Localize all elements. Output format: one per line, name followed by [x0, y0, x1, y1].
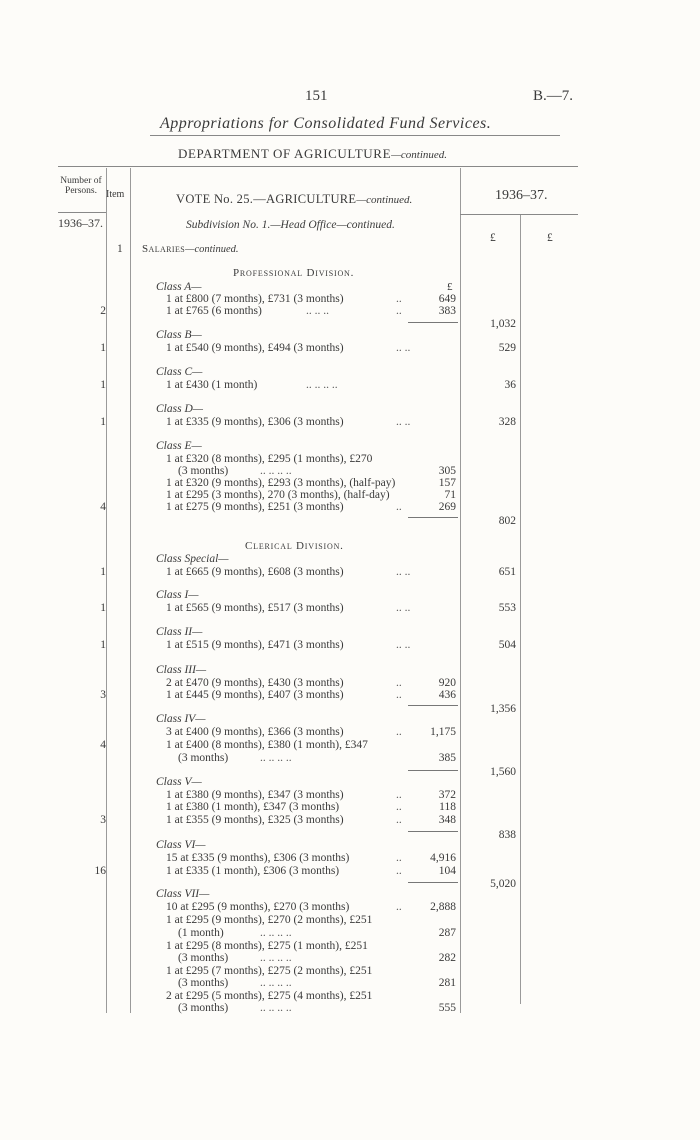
salary-line: 1 at £335 (9 months), £306 (3 months) [166, 416, 344, 428]
amount: 372 [438, 789, 456, 801]
vote-suffix: —continued. [356, 194, 413, 206]
title-rule [150, 135, 560, 136]
class-heading: Class II— [156, 626, 203, 638]
salaries-label: Salaries [142, 243, 186, 255]
persons-count: 1 [100, 416, 106, 428]
dot-leader: .. [396, 852, 402, 864]
document-reference: B.—7. [533, 88, 574, 104]
salaries-heading [142, 243, 238, 255]
class-total: 504 [498, 639, 516, 651]
amount: 348 [438, 814, 456, 826]
class-total: 36 [504, 379, 516, 391]
salary-line: 2 at £470 (9 months), £430 (3 months) [166, 677, 344, 689]
salary-line: 1 at £380 (9 months), £347 (3 months) [166, 789, 344, 801]
number-of-persons-heading: Number of Persons. [60, 176, 102, 196]
amount: 1,175 [430, 726, 456, 738]
class-heading: Class B— [156, 329, 202, 341]
dot-leader: .. .. [396, 416, 411, 428]
salary-line: 1 at £320 (8 months), £295 (1 months), £270 [166, 453, 373, 465]
class-total: 802 [498, 515, 516, 527]
item-heading: Item [106, 189, 125, 200]
salary-line: 10 at £295 (9 months), £270 (3 months) [166, 901, 350, 913]
dot-leader: .. .. .. .. [260, 952, 292, 964]
sum-rule [408, 831, 458, 832]
persons-count: 1 [100, 602, 106, 614]
sum-rule [408, 770, 458, 771]
dot-leader: .. [396, 689, 402, 701]
salary-line: 1 at £565 (9 months), £517 (3 months) [166, 602, 344, 614]
salary-line: 1 at £355 (9 months), £325 (3 months) [166, 814, 344, 826]
year-label: 1936–37. [58, 216, 103, 230]
dot-leader: .. .. .. .. [260, 1002, 292, 1014]
class-heading: Class IV— [156, 713, 206, 725]
sum-rule [408, 322, 458, 323]
salary-line: 1 at £765 (6 months) [166, 305, 262, 317]
dot-leader: .. .. [396, 602, 411, 614]
class-total: 1,356 [490, 703, 516, 715]
amount: 104 [438, 865, 456, 877]
persons-count: 16 [94, 865, 106, 877]
class-total: 553 [498, 602, 516, 614]
salaries-suffix: —continued. [185, 244, 239, 255]
dot-leader: .. [396, 865, 402, 877]
dot-leader: .. .. [396, 639, 411, 651]
amount: 436 [438, 689, 456, 701]
salary-line-continued: (3 months) [178, 1002, 229, 1014]
persons-count: 3 [100, 689, 106, 701]
page-title: Appropriations for Consolidated Fund Services. [160, 115, 492, 132]
sum-rule [408, 882, 458, 883]
class-total: 651 [498, 566, 516, 578]
pound-sign: £ [447, 281, 453, 293]
dot-leader: .. [396, 293, 402, 305]
persons-count: 1 [100, 639, 106, 651]
amount: 281 [438, 977, 456, 989]
item-number: 1 [117, 243, 123, 255]
persons-count: 2 [100, 305, 106, 317]
salary-line: 1 at £295 (3 months), 270 (3 months), (half-day) [166, 489, 390, 501]
salary-line: 1 at £295 (7 months), £275 (2 months), £251 [166, 965, 373, 977]
class-heading: Class VII— [156, 888, 210, 900]
salary-line: 2 at £295 (5 months), £275 (4 months), £251 [166, 990, 373, 1002]
dot-leader: .. [396, 814, 402, 826]
amount: 2,888 [430, 901, 456, 913]
amount: 287 [438, 927, 456, 939]
amount: 4,916 [430, 852, 456, 864]
salary-line: 1 at £275 (9 months), £251 (3 months) [166, 501, 344, 513]
class-total: 1,032 [490, 318, 516, 330]
department-suffix: —continued. [391, 149, 448, 161]
persons-count: 4 [100, 501, 106, 513]
total-column-rule [520, 214, 521, 1004]
salary-line: 1 at £445 (9 months), £407 (3 months) [166, 689, 344, 701]
salary-line-continued: (3 months) [178, 952, 229, 964]
persons-count: 1 [100, 379, 106, 391]
dot-leader: .. .. .. [306, 305, 329, 317]
salary-line: 1 at £320 (9 months), £293 (3 months), (half-pay) [166, 477, 396, 489]
class-heading: Class C— [156, 366, 203, 378]
class-heading: Class V— [156, 776, 202, 788]
salary-line: 1 at £380 (1 month), £347 (3 months) [166, 801, 340, 813]
pound-sign: £ [490, 232, 496, 244]
division-heading: Clerical Division. [245, 540, 344, 552]
number-head-rule [58, 212, 106, 213]
class-heading: Class A— [156, 281, 202, 293]
salary-line: 1 at £335 (1 month), £306 (3 months) [166, 865, 340, 877]
persons-count: 1 [100, 566, 106, 578]
dot-leader: .. [396, 789, 402, 801]
persons-count: 3 [100, 814, 106, 826]
department-name: DEPARTMENT OF AGRICULTURE [178, 146, 392, 161]
persons-count: 1 [100, 342, 106, 354]
salary-line: 1 at £295 (8 months), £275 (1 month), £251 [166, 940, 368, 952]
dot-leader: .. [396, 726, 402, 738]
dot-leader: .. [396, 501, 402, 513]
amount: 920 [438, 677, 456, 689]
salary-line-continued: (1 month) [178, 927, 224, 939]
class-total: 529 [498, 342, 516, 354]
dot-leader: .. .. .. .. [260, 752, 292, 764]
dot-leader: .. [396, 677, 402, 689]
dot-leader: .. [396, 901, 402, 913]
salary-line: 15 at £335 (9 months), £306 (3 months) [166, 852, 350, 864]
amount: 555 [438, 1002, 456, 1014]
dot-leader: .. [396, 801, 402, 813]
vote-name: VOTE No. 25.—AGRICULTURE [176, 192, 357, 206]
salary-line: 1 at £540 (9 months), £494 (3 months) [166, 342, 344, 354]
item-column-rule [130, 168, 131, 1013]
dot-leader: .. .. .. .. [306, 379, 338, 391]
salary-line: 1 at £515 (9 months), £471 (3 months) [166, 639, 344, 651]
dot-leader: .. .. [396, 342, 411, 354]
amount: 383 [438, 305, 456, 317]
class-total: 328 [498, 416, 516, 428]
vote-title [176, 192, 412, 207]
subdivision-heading: Subdivision No. 1.—Head Office—continued. [186, 219, 395, 231]
salary-line: 1 at £400 (8 months), £380 (1 month), £347 [166, 739, 368, 751]
sum-rule [408, 517, 458, 518]
salary-line-continued: (3 months) [178, 977, 229, 989]
class-heading: Class I— [156, 589, 199, 601]
salary-line: 3 at £400 (9 months), £366 (3 months) [166, 726, 344, 738]
class-heading: Class D— [156, 403, 203, 415]
class-heading: Class E— [156, 440, 202, 452]
amount: 385 [438, 752, 456, 764]
header-rule [58, 166, 578, 167]
amount: 269 [438, 501, 456, 513]
year-heading: 1936–37. [495, 188, 548, 203]
amount: 305 [438, 465, 456, 477]
persons-count: 4 [100, 739, 106, 751]
dot-leader: .. [396, 305, 402, 317]
dot-leader: .. .. .. .. [260, 977, 292, 989]
class-total: 5,020 [490, 878, 516, 890]
dot-leader: .. .. .. .. [260, 927, 292, 939]
salary-line: 1 at £665 (9 months), £608 (3 months) [166, 566, 344, 578]
amount: 649 [438, 293, 456, 305]
salary-line: 1 at £430 (1 month) [166, 379, 258, 391]
class-heading: Class Special— [156, 553, 229, 565]
salary-line-continued: (3 months) [178, 752, 229, 764]
salary-line: 1 at £295 (9 months), £270 (2 months), £251 [166, 914, 373, 926]
class-total: 838 [498, 829, 516, 841]
page-number: 151 [305, 88, 328, 104]
department-title [178, 146, 447, 162]
amount: 118 [439, 801, 456, 813]
number-column-rule [106, 168, 107, 1013]
amount: 157 [438, 477, 456, 489]
class-heading: Class III— [156, 664, 207, 676]
salary-line: 1 at £800 (7 months), £731 (3 months) [166, 293, 344, 305]
sum-rule [408, 705, 458, 706]
salary-line-continued: (3 months) [178, 465, 229, 477]
class-heading: Class VI— [156, 839, 206, 851]
dot-leader: .. .. [396, 566, 411, 578]
pound-sign: £ [547, 232, 553, 244]
amount: 71 [444, 489, 456, 501]
dot-leader: .. .. .. .. [260, 465, 292, 477]
class-total: 1,560 [490, 766, 516, 778]
division-heading: Professional Division. [233, 267, 355, 279]
amount: 282 [438, 952, 456, 964]
year-head-rule [460, 214, 578, 215]
